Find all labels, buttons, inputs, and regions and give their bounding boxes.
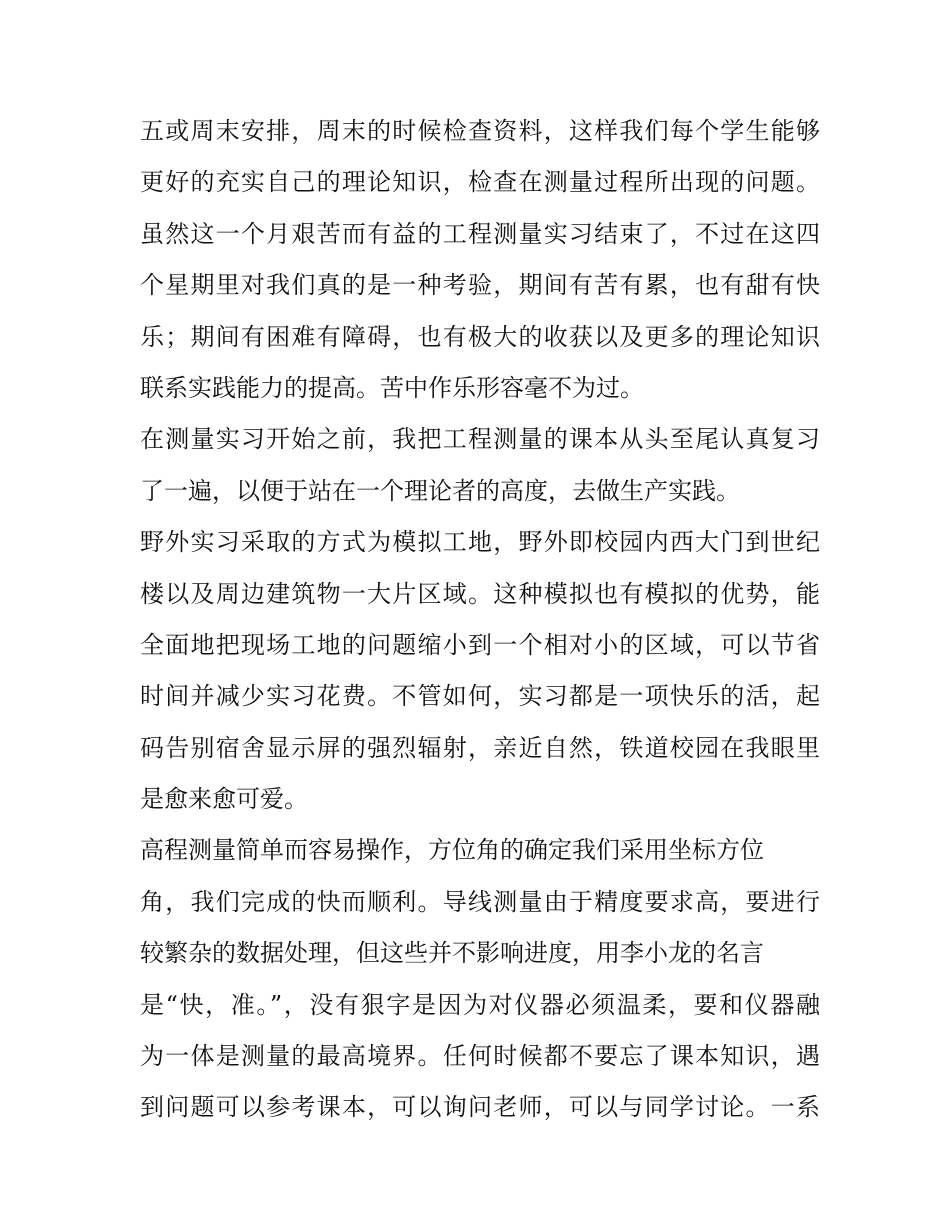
text-line-2: 更好的充实自己的理论知识，检查在测量过程所出现的问题。 — [140, 168, 820, 197]
text-line-20: 到问题可以参考课本，可以询问老师，可以与同学讨论。一系 — [140, 1093, 820, 1122]
text-line-14: 是愈来愈可爱。 — [140, 785, 308, 814]
text-line-1: 五或周末安排，周末的时候检查资料，这样我们每个学生能够 — [140, 117, 820, 145]
text-line-10: 楼以及周边建筑物一大片区域。这种模拟也有模拟的优势，能 — [140, 579, 820, 608]
text-line-11: 全面地把现场工地的问题缩小到一个相对小的区域，可以节省 — [140, 630, 820, 659]
text-line-19: 为一体是测量的最高境界。任何时候都不要忘了课本知识，遇 — [140, 1042, 820, 1071]
text-line-17: 较繁杂的数据处理，但这些并不影响进度，用李小龙的名言 — [140, 939, 764, 968]
text-line-12: 时间并减少实习花费。不管如何，实习都是一项快乐的活，起 — [140, 682, 820, 711]
text-line-7: 在测量实习开始之前，我把工程测量的课本从头至尾认真复习 — [140, 425, 820, 454]
text-line-6: 联系实践能力的提高。苦中作乐形容毫不为过。 — [140, 373, 644, 402]
text-line-16: 角，我们完成的快而顺利。导线测量由于精度要求高，要进行 — [140, 887, 820, 916]
text-line-5: 乐；期间有困难有障碍，也有极大的收获以及更多的理论知识 — [140, 322, 820, 351]
text-line-8: 了一遍，以便于站在一个理论者的高度，去做生产实践。 — [140, 476, 740, 505]
text-line-18: 是“快，准。”，没有狠字是因为对仪器必须温柔，要和仪器融 — [140, 990, 820, 1019]
text-line-4: 个星期里对我们真的是一种考验，期间有苦有累，也有甜有快 — [140, 271, 820, 300]
text-line-3: 虽然这一个月艰苦而有益的工程测量实习结束了，不过在这四 — [140, 219, 820, 248]
text-line-13: 码告别宿舍显示屏的强烈辐射，亲近自然，铁道校园在我眼里 — [140, 733, 820, 762]
text-line-15: 高程测量简单而容易操作，方位角的确定我们采用坐标方位 — [140, 836, 764, 865]
text-line-9: 野外实习采取的方式为模拟工地，野外即校园内西大门到世纪 — [140, 528, 820, 557]
body-text — [140, 106, 820, 1134]
